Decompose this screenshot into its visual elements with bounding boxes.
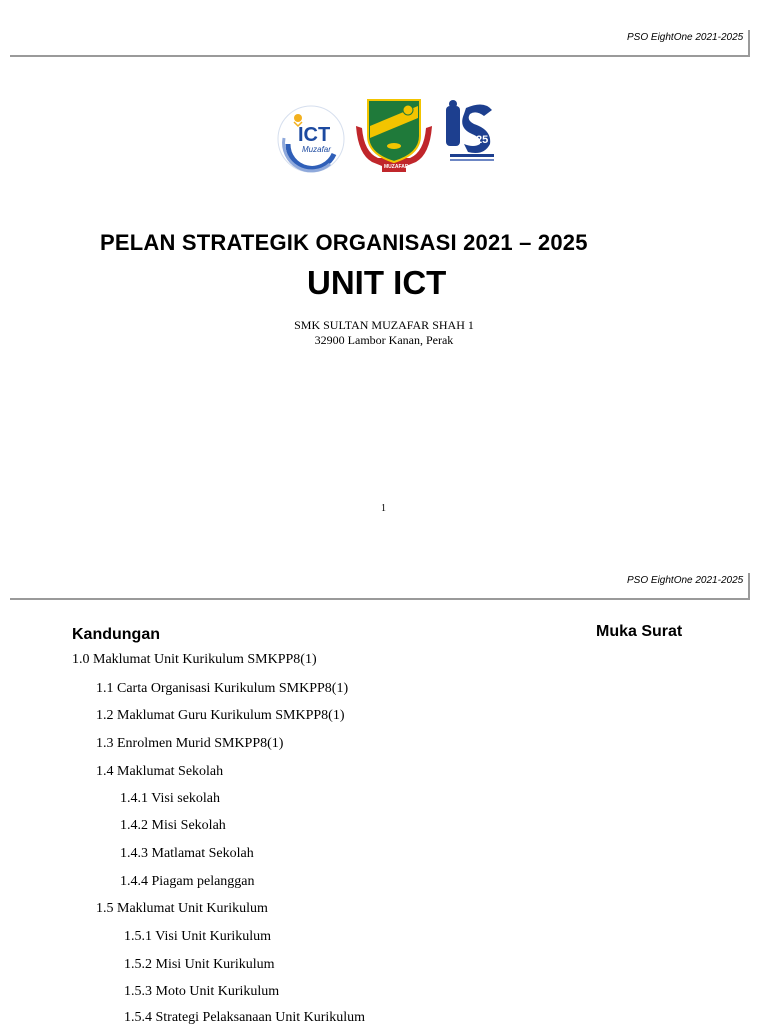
toc-item[interactable]: 1.4.4 Piagam pelanggan bbox=[120, 874, 255, 889]
toc-item[interactable]: 1.1 Carta Organisasi Kurikulum SMKPP8(1) bbox=[96, 681, 349, 696]
ict-logo-text: ICT bbox=[298, 124, 331, 146]
sk-logo bbox=[444, 100, 498, 166]
toc-item[interactable]: 1.4.2 Misi Sekolah bbox=[120, 818, 226, 833]
toc-item[interactable]: 1.3 Enrolmen Murid SMKPP8(1) bbox=[96, 736, 284, 751]
school-name: SMK SULTAN MUZAFAR SHAH 1 bbox=[294, 318, 474, 332]
header-rule-tick bbox=[748, 573, 750, 600]
toc-item[interactable]: 1.4.3 Matlamat Sekolah bbox=[120, 846, 254, 861]
toc-item[interactable]: 1.5.4 Strategi Pelaksanaan Unit Kurikulum bbox=[124, 1010, 366, 1025]
header-rule bbox=[10, 55, 750, 57]
toc-item[interactable]: 1.5.1 Visi Unit Kurikulum bbox=[124, 929, 272, 944]
document-title-line2: UNIT ICT bbox=[307, 264, 447, 301]
ict-logo-subtext: Muzafar bbox=[302, 145, 331, 154]
sk-logo-badge: 25 bbox=[476, 134, 489, 146]
school-crest-logo bbox=[352, 96, 436, 174]
header-rule-tick bbox=[748, 30, 750, 57]
toc-item[interactable]: 1.2 Maklumat Guru Kurikulum SMKPP8(1) bbox=[96, 708, 345, 723]
crest-banner-text: MUZAFAR bbox=[384, 164, 409, 170]
document-title-line1: PELAN STRATEGIK ORGANISASI 2021 – 2025 bbox=[100, 230, 588, 255]
toc-item[interactable]: 1.5.3 Moto Unit Kurikulum bbox=[124, 984, 280, 999]
toc-heading: Kandungan bbox=[72, 626, 160, 643]
ict-unit-logo bbox=[276, 104, 346, 174]
page-column-heading: Muka Surat bbox=[596, 623, 683, 640]
school-address: 32900 Lambor Kanan, Perak bbox=[314, 333, 454, 347]
toc-item[interactable]: 1.4.1 Visi sekolah bbox=[120, 791, 221, 806]
toc-item[interactable]: 1.5.2 Misi Unit Kurikulum bbox=[124, 957, 275, 972]
page-number: 1 bbox=[381, 503, 386, 514]
page-header-text: PSO EightOne 2021-2025 bbox=[627, 32, 744, 43]
page-header-text: PSO EightOne 2021-2025 bbox=[627, 575, 744, 586]
toc-item[interactable]: 1.4 Maklumat Sekolah bbox=[96, 764, 224, 779]
toc-item[interactable]: 1.0 Maklumat Unit Kurikulum SMKPP8(1) bbox=[72, 652, 317, 667]
toc-item[interactable]: 1.5 Maklumat Unit Kurikulum bbox=[96, 901, 268, 916]
header-rule bbox=[10, 598, 750, 600]
